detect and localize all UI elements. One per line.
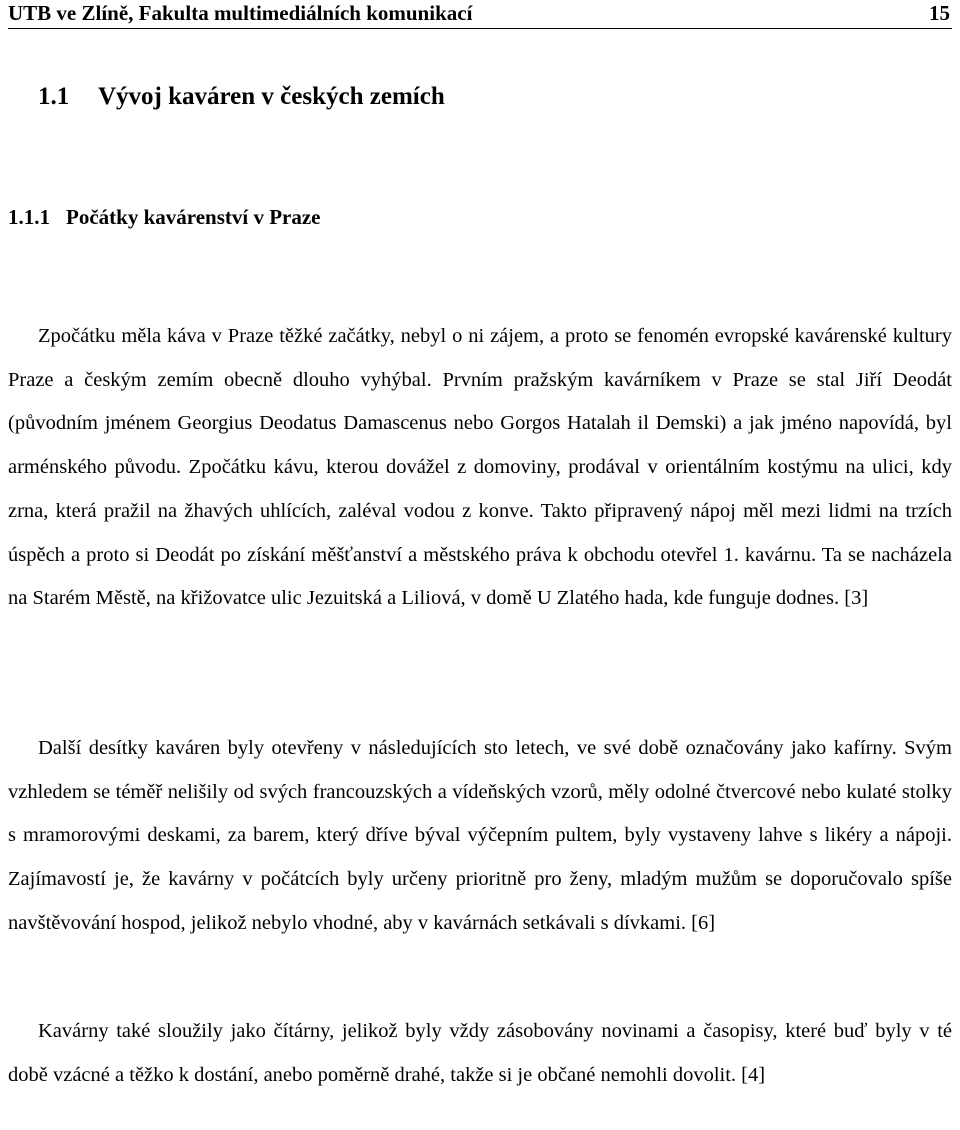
section-number: 1.1 — [38, 83, 70, 110]
paragraph-block-3 — [8, 1010, 952, 1097]
subsection-number: 1.1.1 — [8, 205, 50, 229]
paragraph: Kavárny také sloužily jako čítárny, jelikož byly vždy zásobovány novinami a časopisy, které buď byly v té době vzácné a těžko k dostání, anebo poměrně drahé, takže si je občané nemohli dovolit. [4] — [8, 1020, 952, 1086]
subsection-title: Počátky kavárenství v Praze — [66, 205, 321, 229]
subsection-heading — [8, 200, 320, 234]
paragraph: Zpočátku měla káva v Praze těžké začátky, nebyl o ni zájem, a proto se fenomén evropské kavárenské kultury Praze a českým zemím obecně dlouho vyhýbal. Prvním pražským kavárníkem v Praze se stal Jiří Deodát (původním jménem Georgius Deodatus Damascenus nebo Gorgos Hatalah il Demski) a jak jméno napovídá, byl arménského původu. Zpočátku kávu, kterou dovážel z domoviny, prodával v orientálním kostýmu na ulici, kdy zrna, která pražil na žhavých uhlících, zaléval vodou z konve. Takto připravený nápoj měl mezi lidmi na trzích úspěch a proto si Deodát po získání měšťanství a městského práva k obchodu otevřel 1. kavárnu. Ta se nacházela na Starém Městě, na křižovatce ulic Jezuitská a Liliová, v domě U Zlatého hada, kde funguje dodnes. [3] — [8, 325, 952, 610]
paragraph-block-2 — [8, 727, 952, 946]
running-header — [8, 0, 952, 29]
page-number: 15 — [929, 1, 950, 25]
paragraph: Další desítky kaváren byly otevřeny v následujících sto letech, ve své době označovány jako kafírny. Svým vzhledem se téměř nelišily od svých francouzských a vídeňských vzorů, měly odolné čtvercové nebo kulaté stolky s mramorovými deskami, za barem, který dříve býval výčepním pultem, byly vystaveny lahve s likéry a nápoji. Zajímavostí je, že kavárny v počátcích byly určeny prioritně pro ženy, mladým mužům se doporučovalo spíše navštěvování hospod, jelikož nebylo vhodné, aby v kavárnách setkávali s dívkami. [6] — [8, 737, 952, 934]
header-title: UTB ve Zlíně, Fakulta multimediálních komunikací — [8, 1, 473, 25]
paragraph-block-1 — [8, 315, 952, 621]
section-heading — [38, 80, 445, 114]
section-title: Vývoj kaváren v českých zemích — [98, 83, 445, 110]
